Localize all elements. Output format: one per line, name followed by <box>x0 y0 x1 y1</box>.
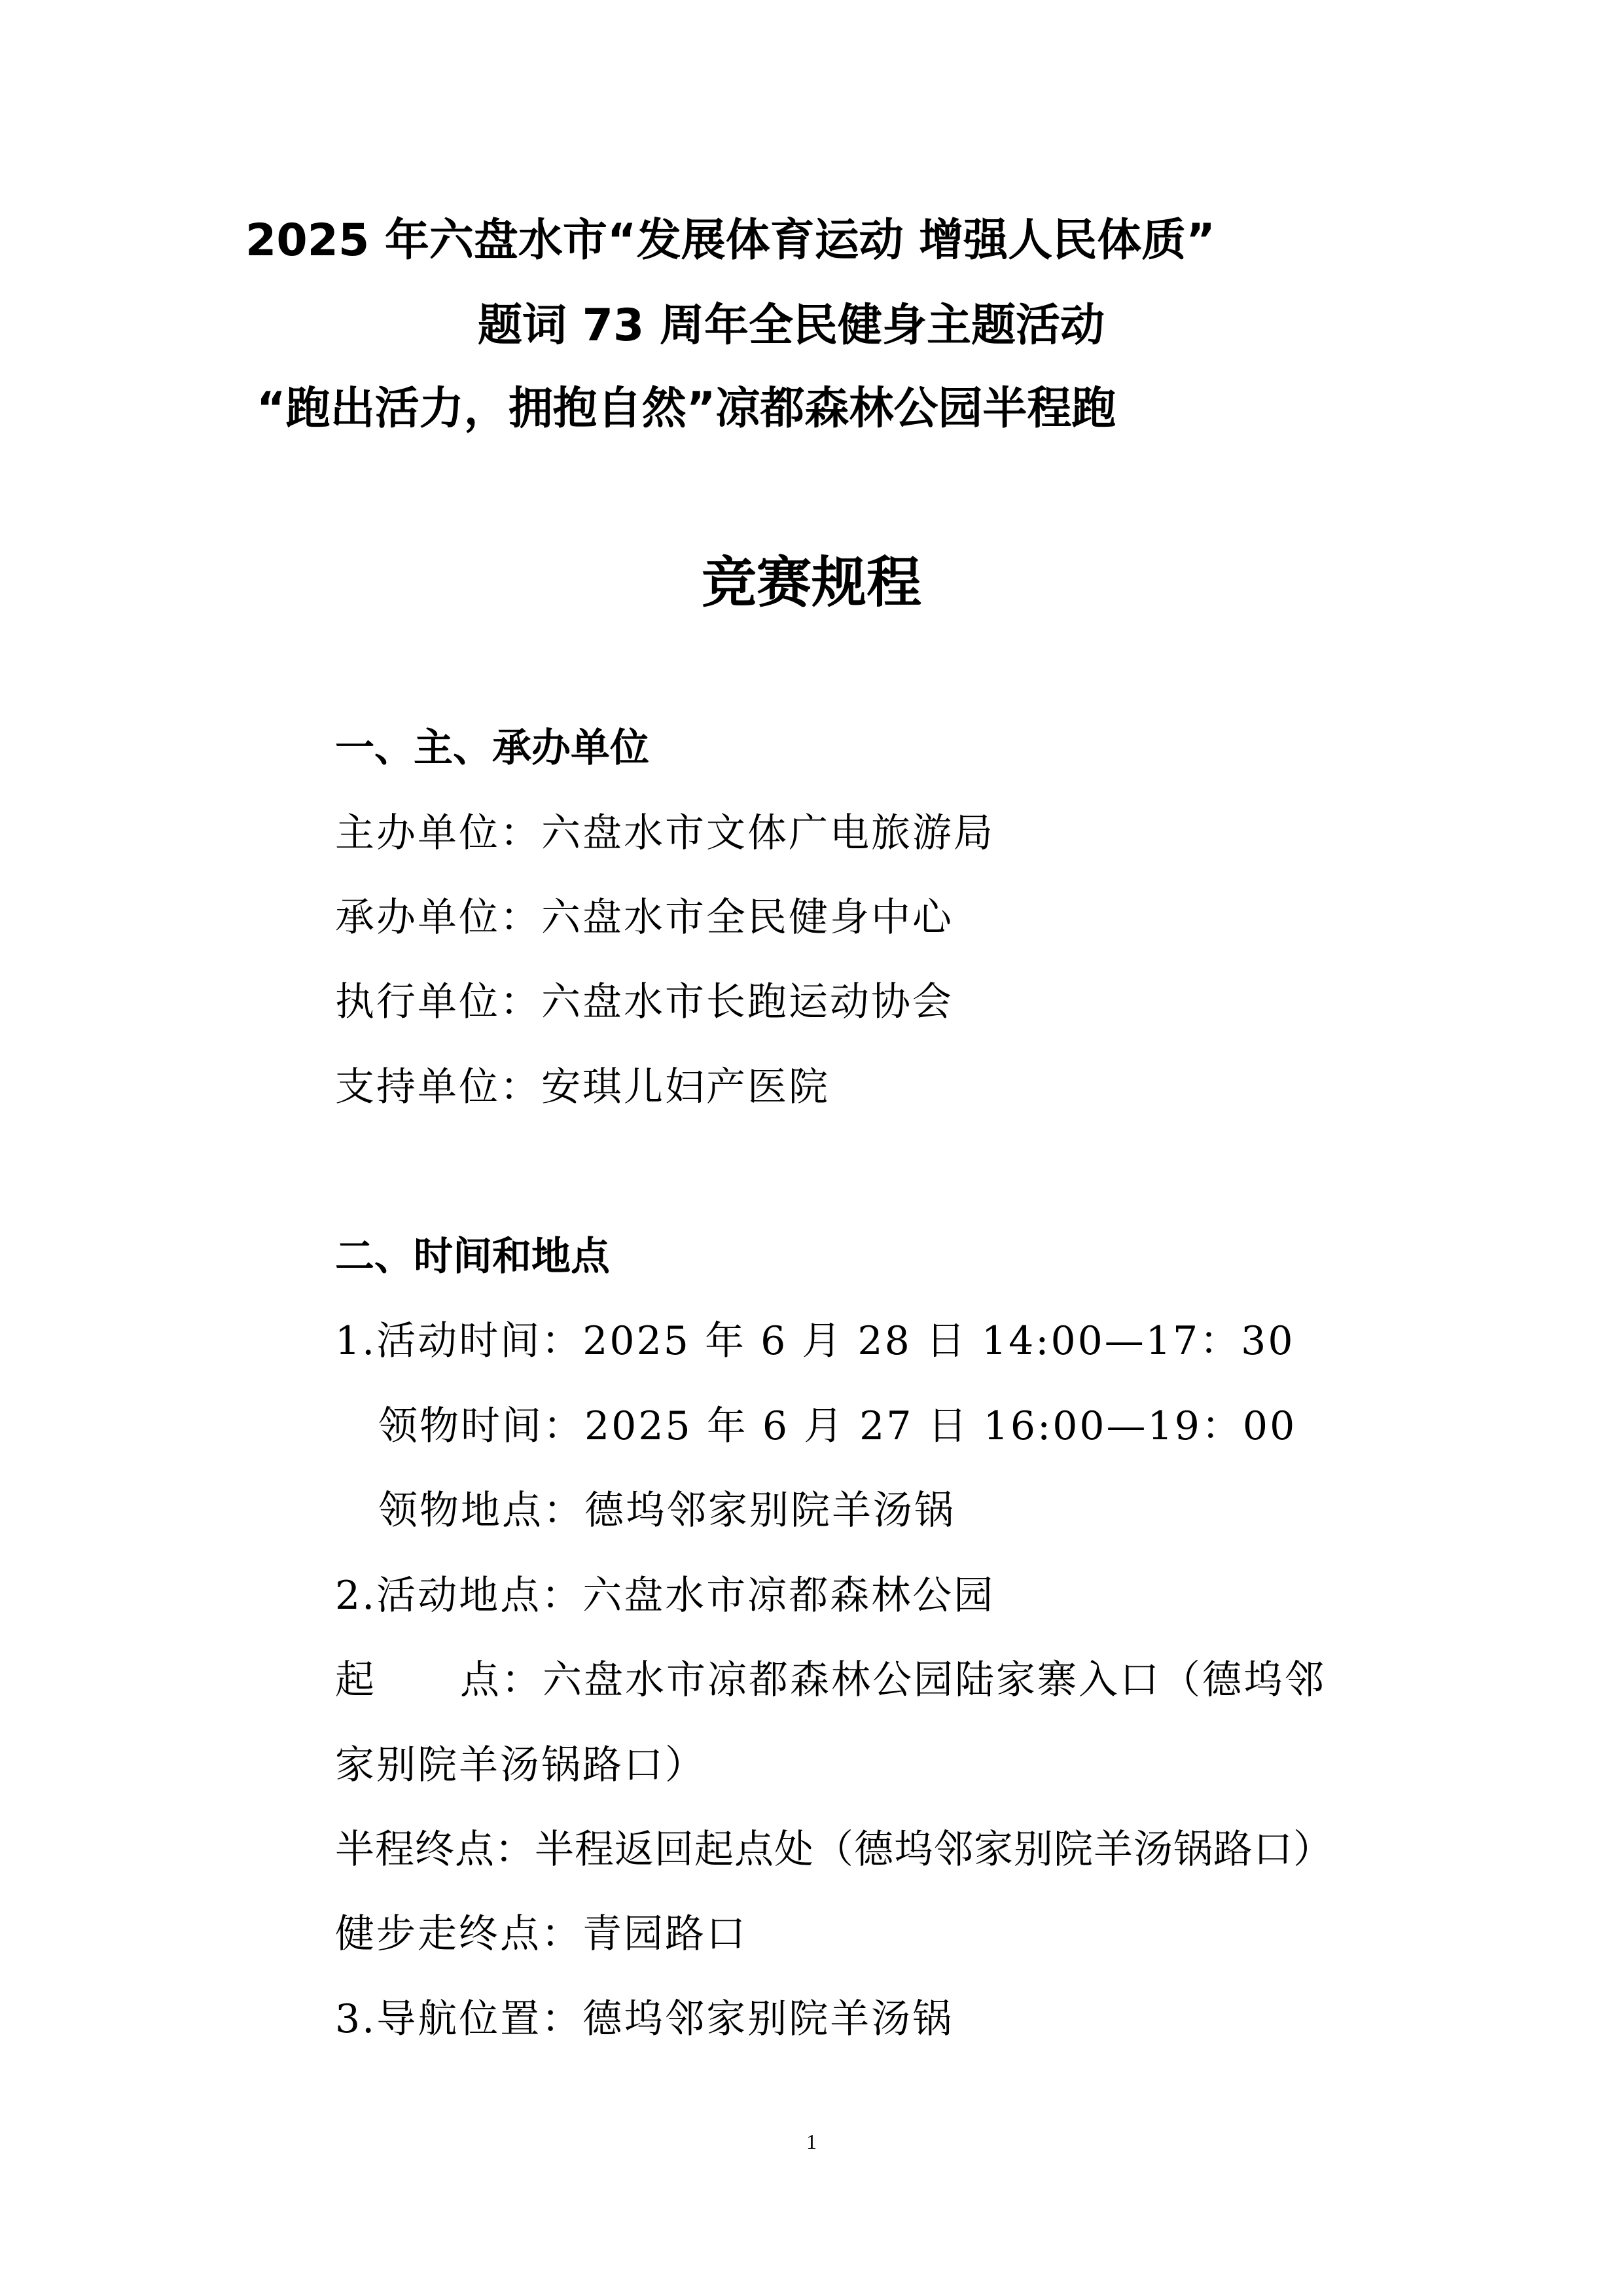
half-marathon-finish: 半程终点：半程返回起点处（德坞邻家别院羊汤锅路口） <box>335 1827 1333 1873</box>
navigation-location: 3.导航位置：德坞邻家别院羊汤锅 <box>335 1996 954 2042</box>
walk-finish: 健步走终点：青园路口 <box>335 1911 747 1957</box>
start-label: 起 <box>335 1657 376 1703</box>
start-point-continued: 家别院羊汤锅路口） <box>335 1742 706 1788</box>
activity-place: 2.活动地点：六盘水市凉都森林公园 <box>335 1573 995 1619</box>
section-1-title: 一、主、承办单位 <box>335 725 649 771</box>
section-2-title: 二、时间和地点 <box>335 1234 610 1280</box>
activity-time: 1.活动时间：2025 年 6 月 28 日 14:00—17：30 <box>335 1318 1295 1364</box>
title-line-1: 2025 年六盘水市“发展体育运动 增强人民体质” <box>245 215 1215 266</box>
host-unit: 主办单位：六盘水市文体广电旅游局 <box>335 810 995 856</box>
pickup-place: 领物地点：德坞邻家别院羊汤锅 <box>378 1488 955 1534</box>
document-heading: 竞赛规程 <box>701 550 921 615</box>
start-location: 点：六盘水市凉都森林公园陆家寨入口（德坞邻 <box>460 1657 1326 1703</box>
supporter-unit: 支持单位：安琪儿妇产医院 <box>335 1064 830 1110</box>
organizer-unit: 承办单位：六盘水市全民健身中心 <box>335 895 954 941</box>
title-line-3: “跑出活力，拥抱自然”凉都森林公园半程跑 <box>257 383 1116 435</box>
executor-unit: 执行单位：六盘水市长跑运动协会 <box>335 979 954 1025</box>
title-line-2: 题词 73 周年全民健身主题活动 <box>478 300 1105 351</box>
page-number: 1 <box>806 2130 817 2153</box>
start-point <box>335 1651 1326 1710</box>
pickup-time: 领物时间：2025 年 6 月 27 日 16:00—19：00 <box>378 1403 1297 1449</box>
